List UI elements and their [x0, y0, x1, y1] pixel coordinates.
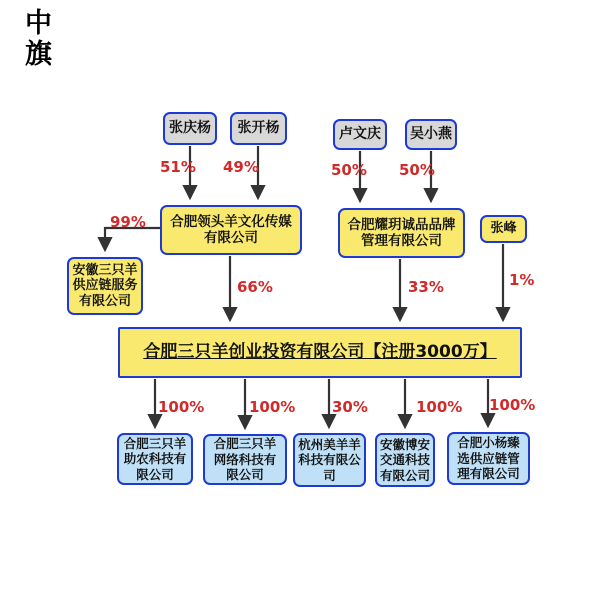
main-company-label: 合肥三只羊创业投资有限公司【注册3000万】 — [143, 342, 497, 363]
node-company-zhunong: 合肥三只羊助农科技有限公司 — [117, 433, 193, 485]
node-company-boan: 安徽博安交通科技有限公司 — [375, 433, 435, 487]
pct-1: 1% — [509, 271, 535, 289]
pct-51: 51% — [160, 158, 196, 176]
pct-50-left: 50% — [331, 161, 367, 179]
node-person-zhangfeng: 张峰 — [480, 215, 527, 243]
pct-100-wangluo: 100% — [249, 398, 296, 416]
node-company-xiaoyang-zhenxuan: 合肥小杨臻选供应链管理有限公司 — [447, 432, 530, 485]
node-person-luwenqing: 卢文庆 — [333, 119, 387, 150]
node-person-wuxiaoyan: 吴小燕 — [405, 119, 457, 150]
node-company-main — [118, 327, 522, 378]
pct-100-zhunong: 100% — [158, 398, 205, 416]
pct-100-xiaoyang: 100% — [489, 396, 536, 414]
node-company-meiyangyang: 杭州美羊羊科技有限公司 — [293, 433, 366, 487]
pct-30: 30% — [332, 398, 368, 416]
zhongqi-logo: 中旗 — [20, 8, 51, 70]
node-company-lingtouyang: 合肥领头羊文化传媒有限公司 — [160, 205, 302, 255]
node-company-yaoyue: 合肥耀玥诚品品牌管理有限公司 — [338, 208, 465, 258]
node-person-zhangkaiyang: 张开杨 — [230, 112, 287, 145]
node-company-anhui-sanzhiyang: 安徽三只羊供应链服务有限公司 — [67, 257, 143, 315]
pct-100-boan: 100% — [416, 398, 463, 416]
pct-33: 33% — [408, 278, 444, 296]
arrow-lingtouyang-anhui — [105, 228, 160, 249]
pct-50-right: 50% — [399, 161, 435, 179]
pct-49: 49% — [223, 158, 259, 176]
node-company-wangluo: 合肥三只羊网络科技有限公司 — [203, 434, 287, 485]
pct-66: 66% — [237, 278, 273, 296]
pct-99: 99% — [110, 213, 146, 231]
node-person-zhangqingyang: 张庆杨 — [163, 112, 217, 145]
